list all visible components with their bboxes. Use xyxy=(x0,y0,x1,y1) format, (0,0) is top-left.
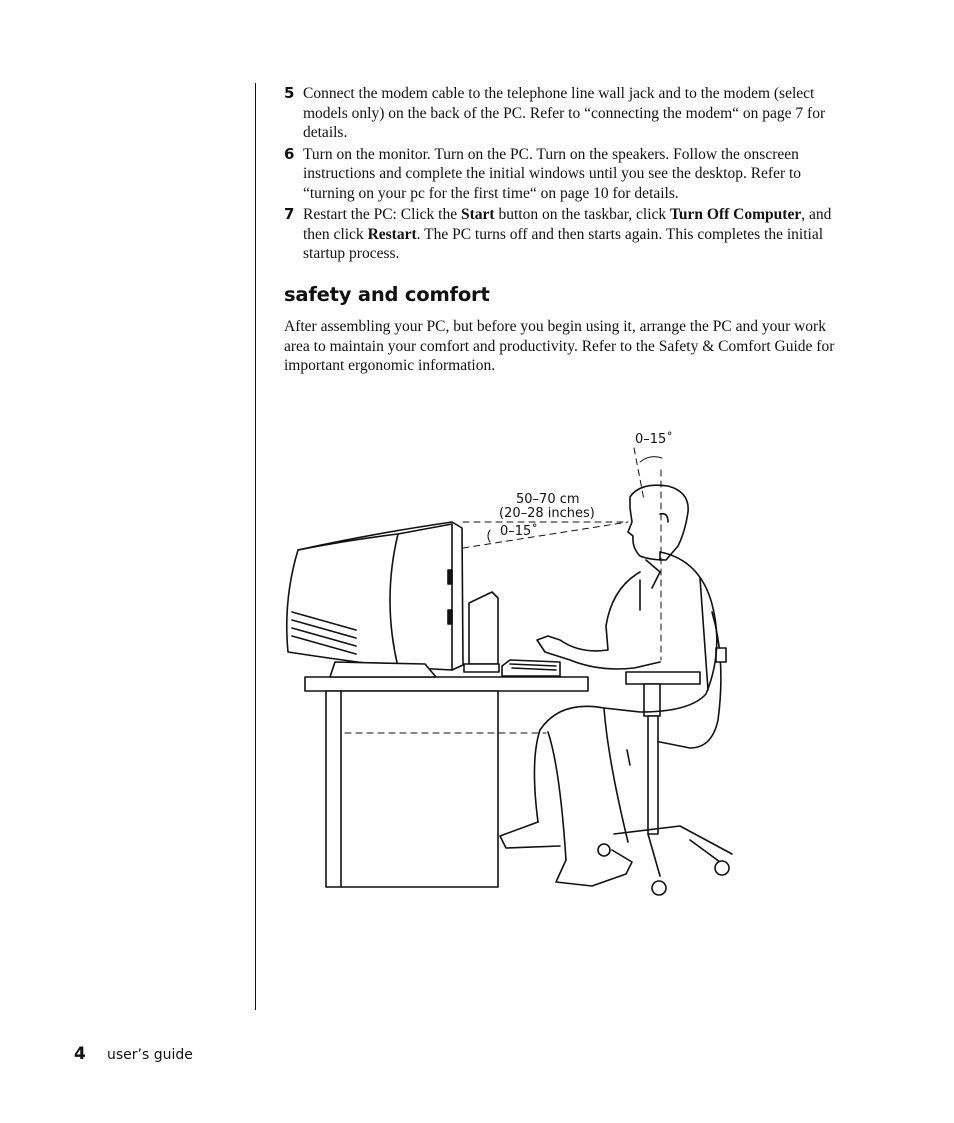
step-number: 6 xyxy=(284,144,295,163)
step-number: 5 xyxy=(284,84,295,102)
start-term: Start xyxy=(461,206,495,223)
monitor xyxy=(287,522,463,677)
step-number: 7 xyxy=(284,205,295,223)
setup-steps xyxy=(284,84,854,266)
restart-term: Restart xyxy=(367,225,417,243)
step-text-part: , and then click xyxy=(303,206,832,243)
speaker xyxy=(464,592,499,672)
chair xyxy=(598,612,732,895)
page-number: 4 xyxy=(74,1044,86,1064)
distance-inches-label: (20–28 inches) xyxy=(499,506,595,521)
step-text-part: Restart the PC: Click the xyxy=(303,206,461,223)
turn-off-computer-term: Turn Off Computer xyxy=(670,206,802,223)
gaze-angle-label: 0–15˚ xyxy=(500,524,538,539)
step-text: Connect the modem cable to the telephone line wall jack and to the modem (select models only) on the back of the PC. Refer to “connecting the modem“ on page 7 for details. xyxy=(303,85,826,141)
step-text-part: button on the taskbar, click xyxy=(494,206,671,223)
margin-rule xyxy=(255,83,256,1010)
step-text: Turn on the monitor. Turn on the PC. Turn on the speakers. Follow the onscreen instructions and complete the initial windows until you see the desktop. Refer to “turning on your pc for the first time“ on page 10 for details. xyxy=(303,145,802,202)
desk xyxy=(305,677,588,887)
step-7 xyxy=(284,205,854,264)
distance-cm-label: 50–70 cm xyxy=(516,492,580,507)
section-heading: safety and comfort xyxy=(284,283,490,306)
keyboard xyxy=(502,660,560,676)
head-angle-label: 0–15˚ xyxy=(635,432,673,447)
guide-title: user’s guide xyxy=(107,1047,193,1063)
step-text-part: . The PC turns off and then starts again. This completes the initial startup process. xyxy=(303,225,824,262)
step-6 xyxy=(284,145,854,204)
section-paragraph: After assembling your PC, but before you begin using it, arrange the PC and your work area to maintain your comfort and productivity. Refer to the Safety & Comfort Guide for important ergonomic information. xyxy=(284,318,835,374)
ergonomic-illustration xyxy=(280,420,750,910)
step-5 xyxy=(284,84,854,143)
